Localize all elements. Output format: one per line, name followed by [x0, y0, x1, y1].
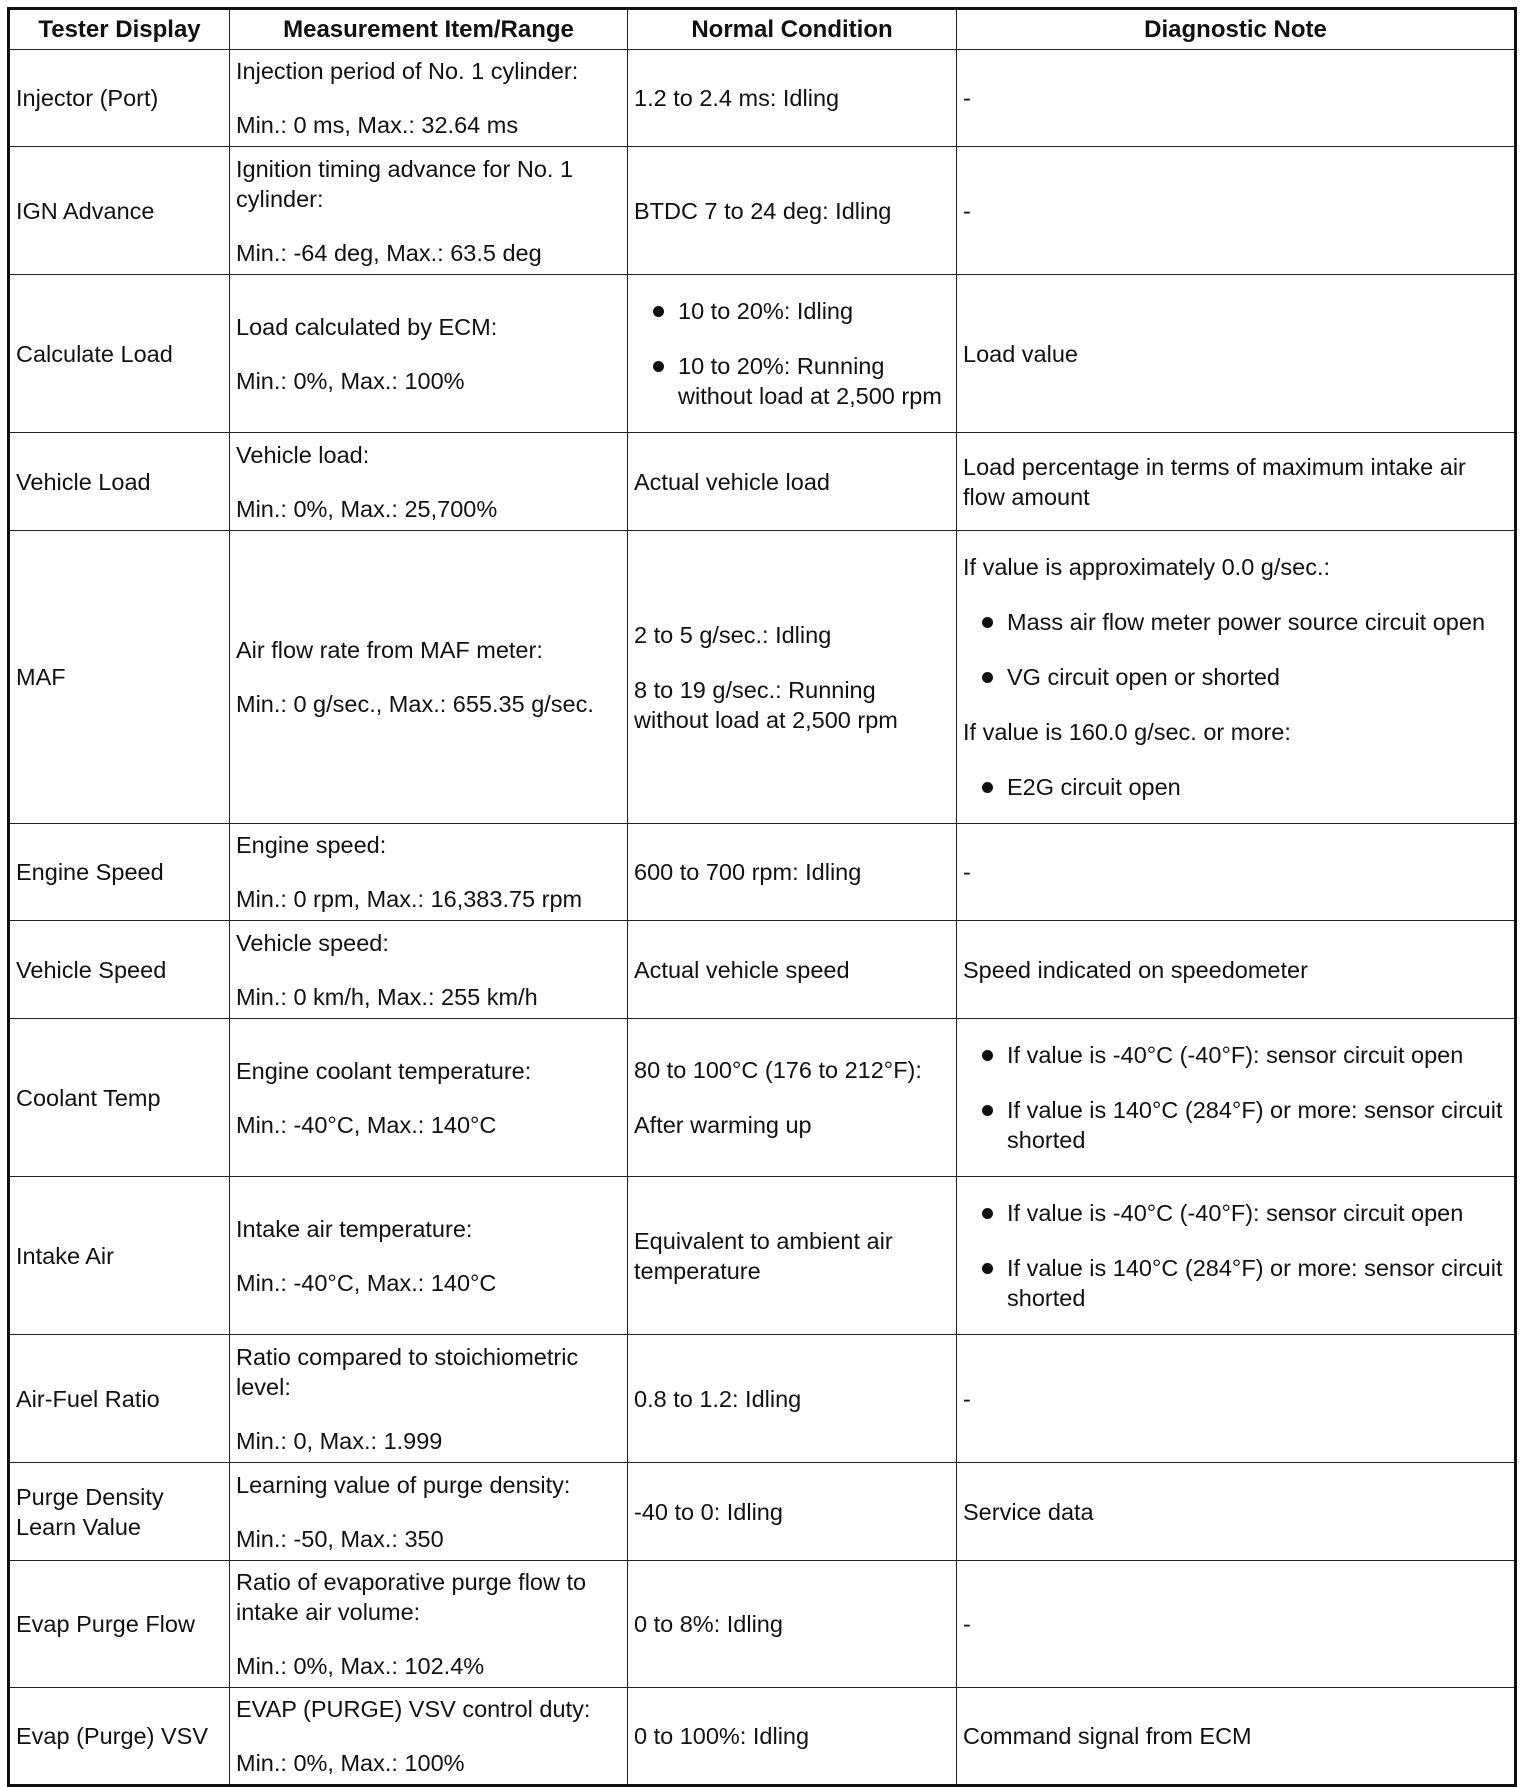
normal-condition-list: [634, 296, 950, 411]
measurement-range: Min.: 0, Max.: 1.999: [236, 1427, 443, 1454]
cell-diagnostic-note: -: [957, 1335, 1516, 1463]
cell-measurement: [230, 275, 628, 433]
measurement-item: Vehicle load:: [236, 441, 370, 468]
cell-measurement: [230, 1019, 628, 1177]
table-row: [9, 275, 1516, 433]
cell-measurement: [230, 1177, 628, 1335]
measurement-item: Vehicle speed:: [236, 929, 389, 956]
measurement-range: Min.: -40°C, Max.: 140°C: [236, 1111, 497, 1138]
measurement-range: Min.: 0%, Max.: 100%: [236, 1750, 465, 1776]
note-intro: If value is approximately 0.0 g/sec.:: [963, 554, 1331, 580]
cell-measurement: [230, 50, 628, 147]
cell-diagnostic-note: -: [957, 824, 1516, 921]
cell-normal-condition: [628, 1019, 957, 1177]
normal-line: After warming up: [634, 1112, 812, 1138]
cell-tester-display: IGN Advance: [9, 147, 230, 275]
measurement-range: Min.: -40°C, Max.: 140°C: [236, 1269, 497, 1296]
list-item: If value is -40°C (-40°F): sensor circuit open: [963, 1040, 1508, 1070]
normal-line: 80 to 100°C (176 to 212°F):: [634, 1057, 922, 1083]
cell-normal-condition: 1.2 to 2.4 ms: Idling: [628, 50, 957, 147]
measurement-range: Min.: 0 ms, Max.: 32.64 ms: [236, 112, 519, 138]
measurement-item: Air flow rate from MAF meter:: [236, 637, 543, 663]
measurement-item: Ratio compared to stoichiometric level:: [236, 1343, 579, 1400]
cell-normal-condition: [628, 275, 957, 433]
list-item: If value is 140°C (284°F) or more: sensor circuit shorted: [963, 1095, 1508, 1155]
cell-normal-condition: BTDC 7 to 24 deg: Idling: [628, 147, 957, 275]
header-normal-condition: Normal Condition: [628, 9, 957, 50]
list-item: 10 to 20%: Running without load at 2,500 rpm: [634, 351, 950, 411]
cell-diagnostic-note: Load value: [957, 275, 1516, 433]
table-row: [9, 1688, 1516, 1786]
measurement-range: Min.: -50, Max.: 350: [236, 1525, 444, 1552]
table-row: [9, 1177, 1516, 1335]
list-item: If value is 140°C (284°F) or more: sensor circuit shorted: [963, 1253, 1508, 1313]
measurement-range: Min.: 0 km/h, Max.: 255 km/h: [236, 983, 538, 1010]
cell-tester-display: Evap (Purge) VSV: [9, 1688, 230, 1786]
note-list: [963, 607, 1508, 692]
list-item: 10 to 20%: Idling: [634, 296, 950, 326]
header-tester-display: Tester Display: [9, 9, 230, 50]
cell-tester-display: MAF: [9, 531, 230, 824]
cell-diagnostic-note: [957, 531, 1516, 824]
cell-tester-display: Injector (Port): [9, 50, 230, 147]
header-diagnostic-note: Diagnostic Note: [957, 9, 1516, 50]
cell-normal-condition: Actual vehicle speed: [628, 921, 957, 1019]
cell-diagnostic-note: Command signal from ECM: [957, 1688, 1516, 1786]
cell-tester-display: Vehicle Load: [9, 433, 230, 531]
cell-normal-condition: Actual vehicle load: [628, 433, 957, 531]
measurement-range: Min.: -64 deg, Max.: 63.5 deg: [236, 239, 542, 266]
note-list: [963, 772, 1508, 802]
measurement-item: Ignition timing advance for No. 1 cylinder:: [236, 155, 574, 212]
cell-normal-condition: 600 to 700 rpm: Idling: [628, 824, 957, 921]
table-row: [9, 433, 1516, 531]
cell-diagnostic-note: -: [957, 1561, 1516, 1688]
cell-tester-display: Engine Speed: [9, 824, 230, 921]
data-list-table: [7, 7, 1517, 1787]
normal-line: 8 to 19 g/sec.: Running without load at 2,500 rpm: [634, 676, 898, 733]
cell-diagnostic-note: -: [957, 50, 1516, 147]
measurement-range: Min.: 0%, Max.: 102.4%: [236, 1653, 485, 1679]
cell-measurement: [230, 824, 628, 921]
list-item: Mass air flow meter power source circuit open: [963, 607, 1508, 637]
cell-tester-display: Purge Density Learn Value: [9, 1463, 230, 1561]
measurement-item: Load calculated by ECM:: [236, 313, 498, 340]
table-row: [9, 824, 1516, 921]
table-row: [9, 1463, 1516, 1561]
measurement-item: Injection period of No. 1 cylinder:: [236, 58, 579, 84]
table-row: [9, 50, 1516, 147]
cell-normal-condition: -40 to 0: Idling: [628, 1463, 957, 1561]
cell-diagnostic-note: Load percentage in terms of maximum intake air flow amount: [957, 433, 1516, 531]
cell-diagnostic-note: -: [957, 147, 1516, 275]
measurement-range: Min.: 0%, Max.: 25,700%: [236, 495, 498, 522]
table-row: [9, 147, 1516, 275]
cell-tester-display: Vehicle Speed: [9, 921, 230, 1019]
cell-normal-condition: Equivalent to ambient air temperature: [628, 1177, 957, 1335]
measurement-item: Learning value of purge density:: [236, 1471, 571, 1498]
measurement-item: Engine coolant temperature:: [236, 1057, 532, 1084]
measurement-range: Min.: 0 g/sec., Max.: 655.35 g/sec.: [236, 691, 594, 717]
note-list: [963, 1198, 1508, 1313]
cell-normal-condition: [628, 531, 957, 824]
table-row: [9, 1019, 1516, 1177]
cell-measurement: [230, 1688, 628, 1786]
cell-normal-condition: 0.8 to 1.2: Idling: [628, 1335, 957, 1463]
table-row: [9, 1335, 1516, 1463]
measurement-item: EVAP (PURGE) VSV control duty:: [236, 1696, 591, 1722]
table-row: [9, 1561, 1516, 1688]
measurement-item: Ratio of evaporative purge flow to intake air volume:: [236, 1569, 587, 1625]
list-item: If value is -40°C (-40°F): sensor circuit open: [963, 1198, 1508, 1228]
note-intro: If value is 160.0 g/sec. or more:: [963, 719, 1291, 745]
cell-normal-condition: 0 to 100%: Idling: [628, 1688, 957, 1786]
list-item: E2G circuit open: [963, 772, 1508, 802]
cell-measurement: [230, 921, 628, 1019]
cell-diagnostic-note: Service data: [957, 1463, 1516, 1561]
table-row: [9, 531, 1516, 824]
cell-measurement: [230, 147, 628, 275]
header-measurement: Measurement Item/Range: [230, 9, 628, 50]
cell-tester-display: Calculate Load: [9, 275, 230, 433]
cell-diagnostic-note: Speed indicated on speedometer: [957, 921, 1516, 1019]
cell-measurement: [230, 1463, 628, 1561]
measurement-range: Min.: 0%, Max.: 100%: [236, 367, 465, 394]
note-list: [963, 1040, 1508, 1155]
cell-measurement: [230, 1561, 628, 1688]
normal-line: 2 to 5 g/sec.: Idling: [634, 621, 832, 648]
measurement-item: Intake air temperature:: [236, 1215, 473, 1242]
measurement-item: Engine speed:: [236, 832, 387, 858]
cell-tester-display: Evap Purge Flow: [9, 1561, 230, 1688]
cell-tester-display: Coolant Temp: [9, 1019, 230, 1177]
cell-tester-display: Air-Fuel Ratio: [9, 1335, 230, 1463]
list-item: VG circuit open or shorted: [963, 662, 1508, 692]
data-list-table-container: [7, 7, 1517, 1787]
cell-normal-condition: 0 to 8%: Idling: [628, 1561, 957, 1688]
cell-measurement: [230, 1335, 628, 1463]
table-header-row: [9, 9, 1516, 50]
cell-tester-display: Intake Air: [9, 1177, 230, 1335]
cell-measurement: [230, 531, 628, 824]
cell-diagnostic-note: [957, 1019, 1516, 1177]
cell-measurement: [230, 433, 628, 531]
table-row: [9, 921, 1516, 1019]
measurement-range: Min.: 0 rpm, Max.: 16,383.75 rpm: [236, 886, 583, 912]
cell-diagnostic-note: [957, 1177, 1516, 1335]
